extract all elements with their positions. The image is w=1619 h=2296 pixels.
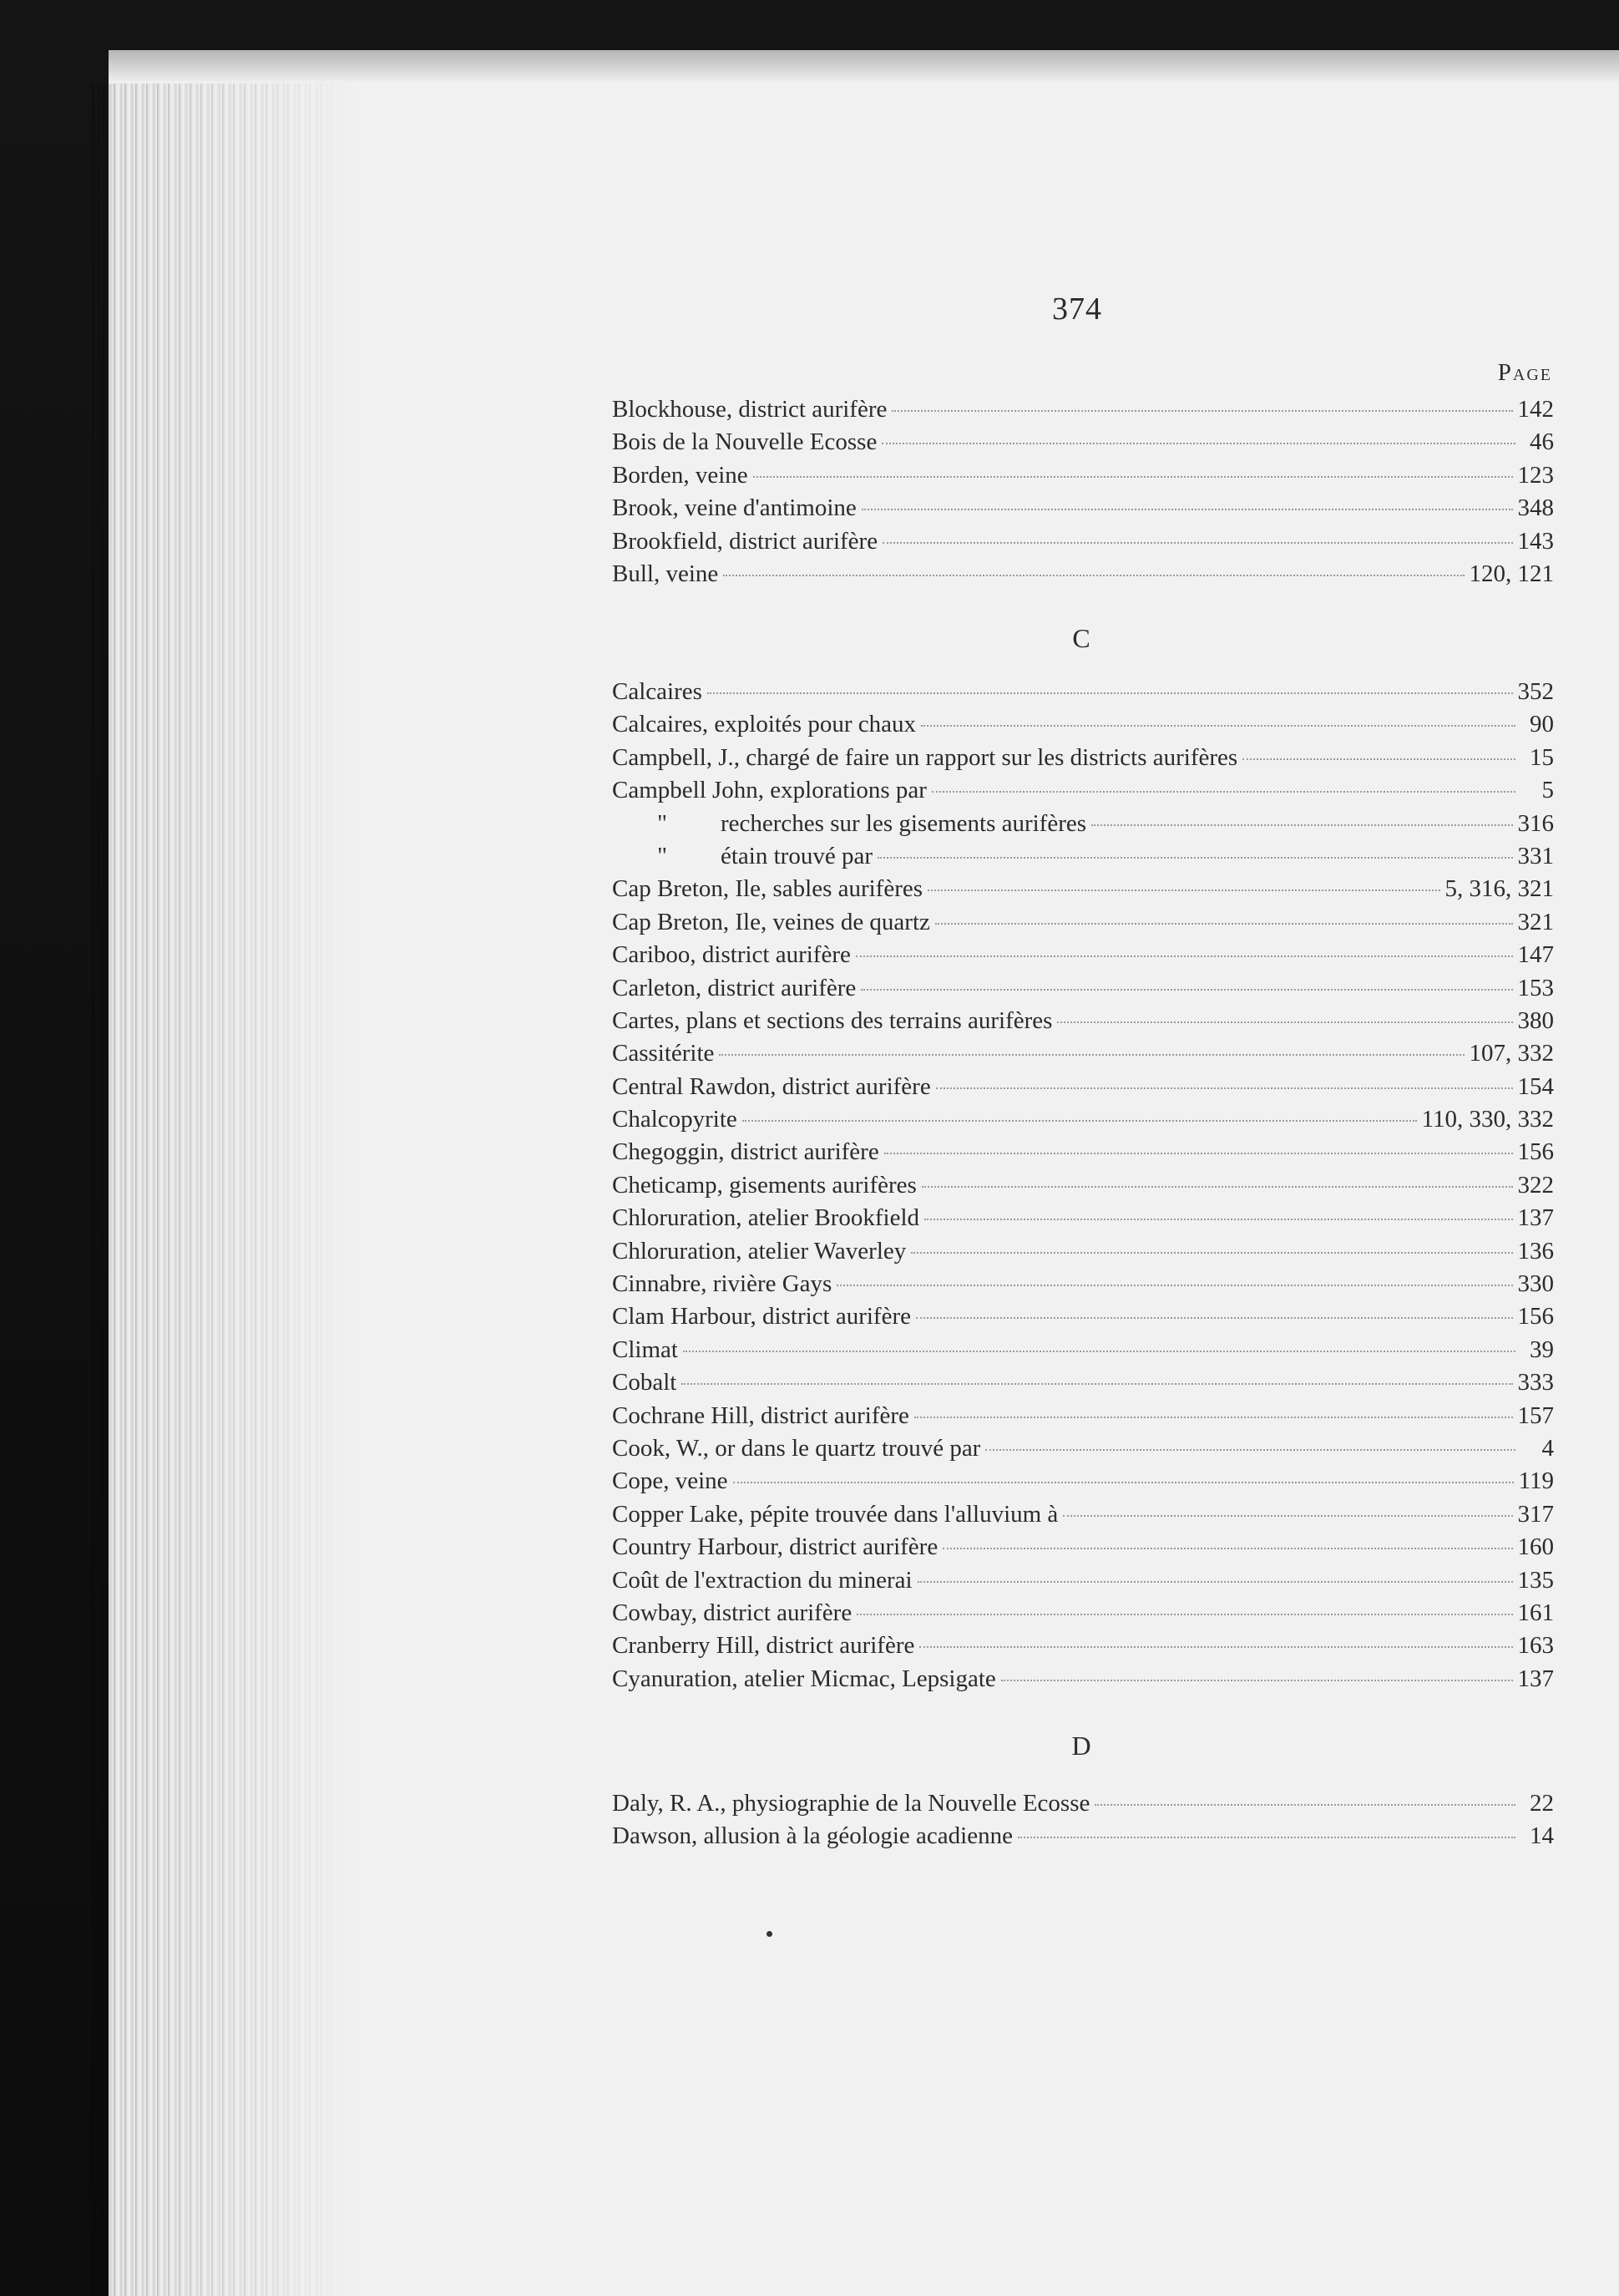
index-entry-label: Chegoggin, district aurifère — [612, 1138, 879, 1166]
index-entry-label: Cassitérite — [612, 1040, 715, 1067]
index-entry-pages: 317 — [1517, 1500, 1554, 1528]
dot-leader — [753, 476, 1513, 478]
index-entry — [612, 1007, 1554, 1040]
index-entry-label: Coût de l'extraction du minerai — [612, 1566, 913, 1594]
index-entry-pages: 110, 330, 332 — [1421, 1106, 1554, 1133]
index-entry — [612, 711, 1554, 743]
index-entry — [612, 777, 1554, 809]
index-entry — [612, 909, 1554, 941]
index-entry-label: Cowbay, district aurifère — [612, 1599, 853, 1626]
dot-leader — [719, 1054, 1464, 1056]
section-heading-c: C — [1072, 623, 1090, 653]
index-entry-pages: 156 — [1517, 1138, 1554, 1166]
dot-leader — [856, 955, 1513, 957]
dot-leader — [924, 1219, 1512, 1220]
dot-leader — [936, 1087, 1513, 1089]
dot-leader — [878, 857, 1513, 859]
dot-leader — [919, 1646, 1512, 1648]
dot-leader — [857, 1614, 1512, 1615]
index-entry — [612, 428, 1554, 461]
index-entry-pages: 22 — [1530, 1790, 1554, 1817]
index-entry-label: Brook, veine d'antimoine — [612, 494, 857, 522]
page-edge-stack — [92, 84, 359, 2296]
index-entry-label: Cap Breton, Ile, veines de quartz — [612, 908, 930, 935]
index-section-d — [612, 1790, 1554, 1856]
index-entry-pages: 137 — [1517, 1665, 1554, 1692]
index-entry-pages: 107, 332 — [1469, 1040, 1554, 1067]
index-entry — [612, 494, 1554, 527]
index-entry — [612, 1599, 1554, 1632]
index-entry-label: Copper Lake, pépite trouvée dans l'alluvium à — [612, 1500, 1059, 1528]
index-entry-pages: 352 — [1517, 678, 1554, 705]
index-entry — [612, 1336, 1554, 1369]
index-entry-pages: 157 — [1517, 1401, 1554, 1429]
index-entry — [612, 1238, 1554, 1270]
index-entry-label: Country Harbour, district aurifère — [612, 1533, 939, 1561]
index-entry-pages: 160 — [1517, 1533, 1554, 1561]
dot-leader — [916, 1317, 1513, 1319]
dot-leader — [1063, 1515, 1512, 1517]
index-entry — [612, 1402, 1554, 1435]
index-entry — [612, 1790, 1554, 1822]
index-entry — [612, 1567, 1554, 1599]
index-entry-pages: 380 — [1517, 1006, 1554, 1034]
index-entry — [612, 975, 1554, 1007]
index-entry-pages: 153 — [1517, 974, 1554, 1001]
dot-leader — [707, 692, 1513, 694]
index-entry-pages: 15 — [1530, 743, 1554, 771]
index-entry-label: Carleton, district aurifère — [612, 974, 857, 1001]
index-entry-label: Calcaires — [612, 678, 702, 705]
index-entry-label: Cochrane Hill, district aurifère — [612, 1401, 909, 1429]
dot-leader — [928, 890, 1439, 891]
index-entry — [612, 1632, 1554, 1665]
page-column-header: Page — [1497, 359, 1552, 386]
index-entry-label: Bull, veine — [612, 560, 719, 587]
dot-leader — [935, 923, 1513, 925]
index-entry — [612, 1040, 1554, 1072]
index-entry-pages: 4 — [1541, 1434, 1554, 1462]
index-entry-label: Chalcopyrite — [612, 1106, 737, 1133]
dot-leader — [921, 725, 1515, 727]
index-entry-pages: 154 — [1517, 1072, 1554, 1100]
index-entry-pages: 90 — [1530, 711, 1554, 738]
index-entry — [612, 678, 1554, 711]
index-entry-label: Cope, veine — [612, 1467, 728, 1495]
dot-leader — [914, 1417, 1513, 1418]
index-entry — [612, 810, 1554, 843]
index-entry-label: Chloruration, atelier Brookfield — [612, 1204, 920, 1232]
index-entry-pages: 5, 316, 321 — [1444, 875, 1554, 903]
index-entry — [612, 744, 1554, 777]
index-entry-pages: 322 — [1517, 1171, 1554, 1199]
index-section-b — [612, 396, 1554, 593]
index-entry-label: étain trouvé par — [721, 842, 873, 869]
dot-leader — [683, 1351, 1515, 1352]
index-entry-pages: 330 — [1517, 1270, 1554, 1298]
print-speck — [766, 1931, 772, 1937]
index-entry-label: recherches sur les gisements aurifères — [721, 809, 1087, 837]
index-entry — [612, 1822, 1554, 1855]
index-entry — [612, 1435, 1554, 1467]
index-entry — [612, 1073, 1554, 1106]
index-entry-label: Campbell John, explorations par — [612, 777, 927, 804]
index-entry-label: Blockhouse, district aurifère — [612, 396, 888, 423]
index-entry — [612, 941, 1554, 974]
index-entry-pages: 316 — [1517, 809, 1554, 837]
index-entry-label: Cap Breton, Ile, sables aurifères — [612, 875, 923, 903]
dot-leader — [1095, 1804, 1515, 1806]
index-entry — [612, 1204, 1554, 1237]
index-entry — [612, 1172, 1554, 1204]
dot-leader — [884, 1153, 1513, 1154]
index-entry-label: Borden, veine — [612, 461, 748, 489]
index-entry-label: Dawson, allusion à la géologie acadienne — [612, 1822, 1013, 1850]
index-entry-label: Cariboo, district aurifère — [612, 941, 851, 969]
dot-leader — [733, 1482, 1514, 1483]
index-entry — [612, 1369, 1554, 1401]
dot-leader — [861, 989, 1512, 991]
dot-leader — [1242, 758, 1515, 760]
dot-leader — [882, 443, 1515, 444]
index-entry-pages: 161 — [1517, 1599, 1554, 1626]
index-entry-label: Cartes, plans et sections des terrains aurifères — [612, 1006, 1053, 1034]
index-entry-label: Cook, W., or dans le quartz trouvé par — [612, 1434, 981, 1462]
index-entry-label: Chloruration, atelier Waverley — [612, 1237, 907, 1265]
index-entry-label: Brookfield, district aurifère — [612, 527, 878, 555]
dot-leader — [837, 1285, 1512, 1286]
dot-leader — [918, 1581, 1513, 1583]
index-entry-label: Calcaires, exploités pour chaux — [612, 711, 916, 738]
index-entry — [612, 1501, 1554, 1533]
index-entry-pages: 331 — [1517, 842, 1554, 869]
dot-leader — [932, 791, 1515, 793]
index-entry — [612, 1665, 1554, 1698]
index-entry-pages: 123 — [1517, 461, 1554, 489]
index-entry-pages: 142 — [1517, 396, 1554, 423]
dot-leader — [681, 1383, 1512, 1385]
index-entry-pages: 163 — [1517, 1632, 1554, 1660]
index-entry-label: Cranberry Hill, district aurifère — [612, 1632, 915, 1660]
index-entry — [612, 875, 1554, 908]
index-section-c — [612, 678, 1554, 1698]
index-entry-pages: 46 — [1530, 428, 1554, 456]
section-heading-d: D — [1071, 1731, 1091, 1761]
page-number: 374 — [1052, 291, 1102, 327]
index-entry-pages: 321 — [1517, 908, 1554, 935]
index-entry — [612, 1533, 1554, 1566]
ditto-mark: " — [657, 842, 667, 869]
index-entry-pages: 156 — [1517, 1303, 1554, 1330]
index-entry — [612, 1106, 1554, 1138]
index-entry-label: Daly, R. A., physiographie de la Nouvelle Ecosse — [612, 1790, 1090, 1817]
dot-leader — [922, 1186, 1513, 1188]
dot-leader — [723, 575, 1464, 576]
dot-leader — [1091, 824, 1512, 826]
index-entry-pages: 5 — [1541, 777, 1554, 804]
index-entry-pages: 137 — [1517, 1204, 1554, 1232]
index-entry — [612, 396, 1554, 428]
index-entry-label: Cinnabre, rivière Gays — [612, 1270, 832, 1298]
dot-leader — [862, 509, 1513, 510]
index-entry-label: Cheticamp, gisements aurifères — [612, 1171, 917, 1199]
dot-leader — [1001, 1680, 1513, 1681]
index-entry-pages: 120, 121 — [1469, 560, 1554, 587]
index-entry-label: Cyanuration, atelier Micmac, Lepsigate — [612, 1665, 996, 1692]
index-entry — [612, 1138, 1554, 1171]
index-entry-label: Central Rawdon, district aurifère — [612, 1072, 931, 1100]
index-entry-pages: 348 — [1517, 494, 1554, 522]
index-entry-pages: 143 — [1517, 527, 1554, 555]
dot-leader — [1057, 1021, 1512, 1023]
index-entry-label: Bois de la Nouvelle Ecosse — [612, 428, 878, 456]
page-shadow — [109, 50, 1619, 84]
index-entry-label: Campbell, J., chargé de faire un rapport sur les districts aurifères — [612, 743, 1238, 771]
index-entry — [612, 1270, 1554, 1303]
index-entry-pages: 136 — [1517, 1237, 1554, 1265]
dot-leader — [892, 410, 1512, 412]
index-entry-pages: 147 — [1517, 941, 1554, 969]
dot-leader — [943, 1548, 1512, 1549]
index-entry-pages: 333 — [1517, 1369, 1554, 1396]
index-entry — [612, 462, 1554, 494]
index-entry — [612, 1467, 1554, 1500]
index-entry — [612, 1303, 1554, 1336]
dot-leader — [742, 1120, 1417, 1122]
dot-leader — [1018, 1837, 1515, 1838]
index-entry-pages: 119 — [1518, 1467, 1554, 1495]
index-entry-pages: 135 — [1517, 1566, 1554, 1594]
ditto-mark: " — [657, 809, 667, 837]
dot-leader — [985, 1449, 1515, 1451]
index-entry-label: Climat — [612, 1336, 678, 1363]
dot-leader — [911, 1252, 1512, 1254]
index-entry — [612, 560, 1554, 593]
index-entry-pages: 39 — [1530, 1336, 1554, 1363]
index-entry — [612, 843, 1554, 875]
index-entry-pages: 14 — [1530, 1822, 1554, 1850]
index-entry — [612, 528, 1554, 560]
dot-leader — [883, 542, 1512, 544]
index-entry-label: Clam Harbour, district aurifère — [612, 1303, 911, 1330]
index-entry-label: Cobalt — [612, 1369, 677, 1396]
